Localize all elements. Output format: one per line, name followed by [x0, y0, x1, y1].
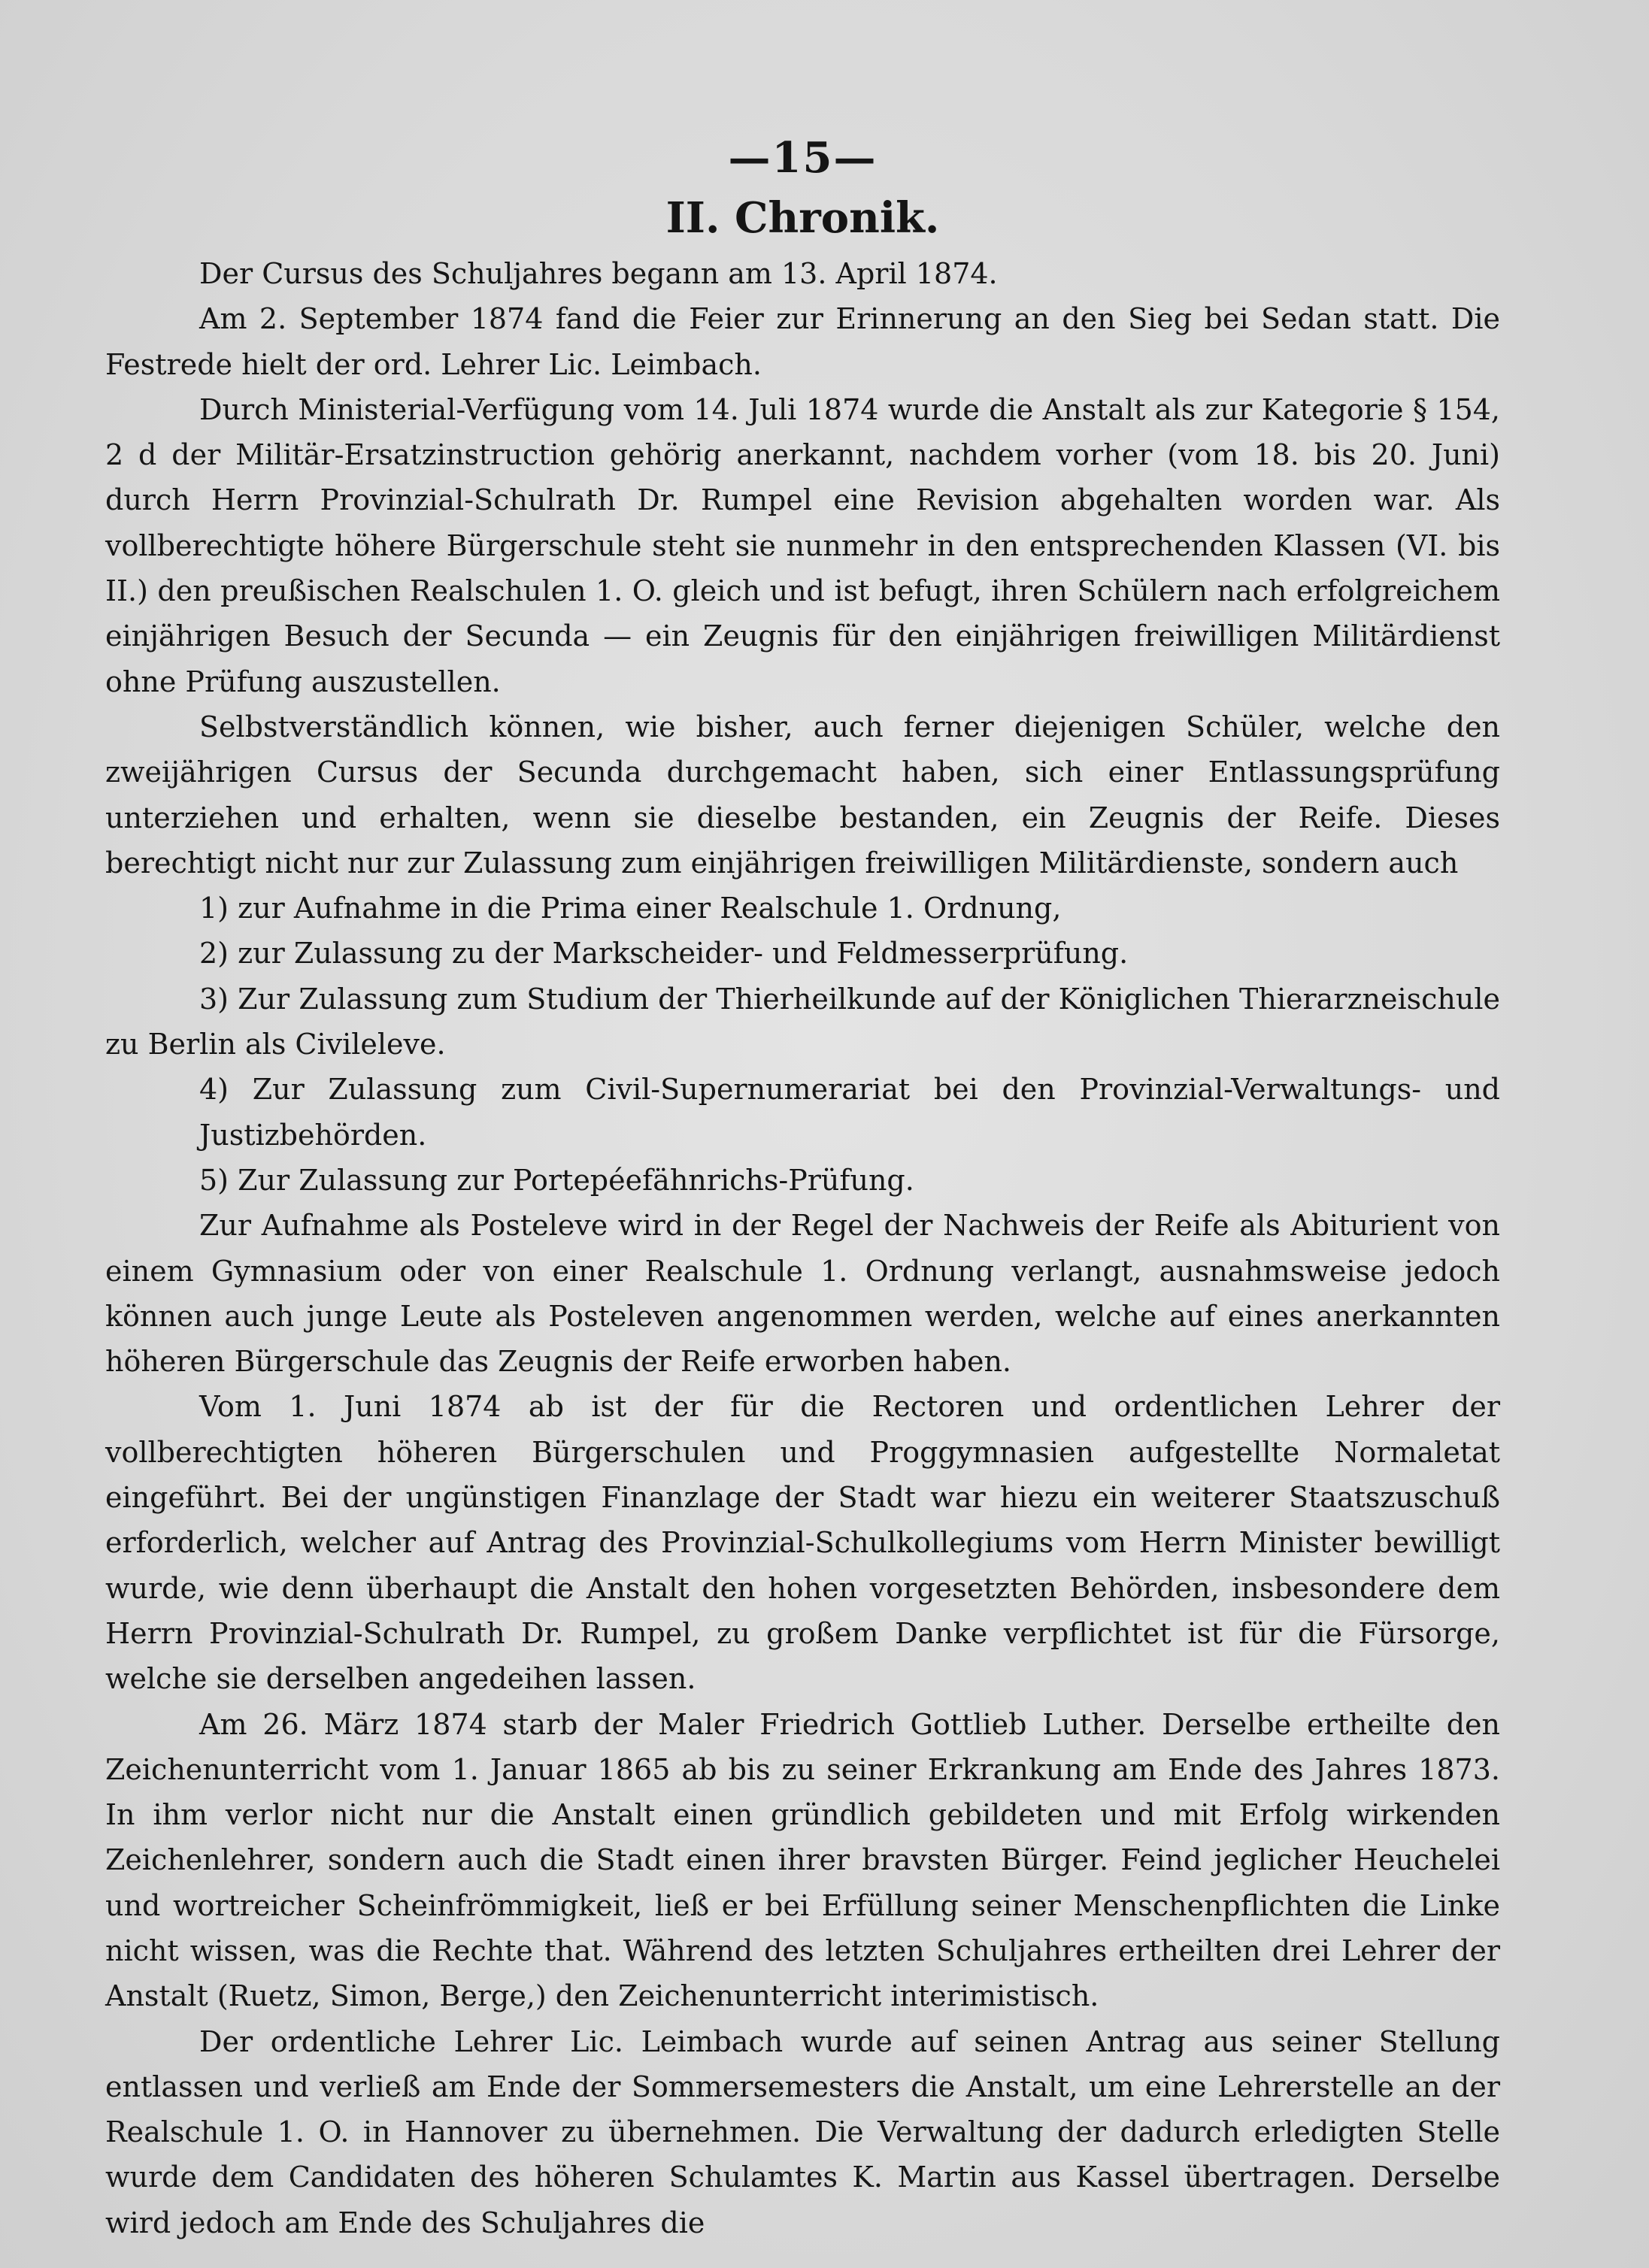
page-number: —15— [728, 133, 878, 183]
list-item: 4) Zur Zulassung zum Civil-Supernumerariat bei den Provinzial-Verwaltungs- und Justizbehörden. [199, 1073, 1500, 1152]
list-item: 3) Zur Zulassung zum Studium der Thierheilkunde auf der Königlichen Thierarzneischule zu Berlin als Civileleve. [105, 982, 1500, 1061]
paragraph-entitlements: Selbstverständlich können, wie bisher, auch ferner diejenigen Schüler, welche den zweijährigen Cursus der Secunda durchgemacht haben, sich einer Entlassungsprüfung unterziehen und erhalten, wenn sie dieselbe bestanden, ein Zeugnis der Reife. Dieses berechtigt nicht nur zur Zulassung zum einjährigen freiwilligen Militärdienste, sondern auch [105, 710, 1500, 880]
paragraph-ministerial-decree: Durch Ministerial-Verfügung vom 14. Juli 1874 wurde die Anstalt als zur Kategorie § 154, 2 d der Militär-Ersatzinstruction gehörig anerkannt, nachdem vorher (vom 18. bis 20. Juni) durch Herrn Provinzial-Schulrath Dr. Rumpel eine Revision abgehalten worden war. Als vollberechtigte höhere Bürgerschule steht sie nunmehr in den entsprechenden Klassen (VI. bis II.) den preußischen Realschulen 1. O. gleich und ist befugt, ihren Schülern nach erfolgreichem einjährigen Besuch der Secunda — ein Zeugnis für den einjährigen freiwilligen Militärdienst ohne Prüfung auszustellen. [105, 392, 1500, 698]
paragraph-posteleve: Zur Aufnahme als Posteleve wird in der Regel der Nachweis der Reife als Abiturient von einem Gymnasium oder von einer Realschule 1. Ordnung verlangt, ausnahmsweise jedoch können auch junge Leute als Posteleven angenommen werden, welche auf eines anerkannten höheren Bürgerschule das Zeugnis der Reife erworben haben. [105, 1209, 1500, 1379]
paragraph-normaletat: Vom 1. Juni 1874 ab ist der für die Rectoren und ordentlichen Lehrer der vollberechtigten höheren Bürgerschulen und Proggymnasien aufgestellte Normaletat eingeführt. Bei der ungünstigen Finanzlage der Stadt war hiezu ein weiterer Staatszuschuß erforderlich, welcher auf Antrag des Provinzial-Schulkollegiums vom Herrn Minister bewilligt wurde, wie denn überhaupt die Anstalt den hohen vorgesetzten Behörden, insbesondere dem Herrn Provinzial-Schulrath Dr. Rumpel, zu großem Danke verpflichtet ist für die Fürsorge, welche sie derselben angedeihen lassen. [105, 1390, 1500, 1696]
paragraph-sedan-celebration: Am 2. September 1874 fand die Feier zur Erinnerung an den Sieg bei Sedan statt. Die Festrede hielt der ord. Lehrer Lic. Leimbach. [105, 302, 1500, 381]
paragraph-course-start: Der Cursus des Schuljahres begann am 13. April 1874. [199, 257, 998, 290]
list-item: 5) Zur Zulassung zur Portepéefähnrichs-Prüfung. [199, 1163, 914, 1197]
section-title: II. Chronik. [665, 193, 940, 243]
list-item: 2) zur Zulassung zu der Markscheider- und Feldmesserprüfung. [199, 937, 1129, 970]
document-text [105, 128, 1500, 2245]
paragraph-obituary-luther: Am 26. März 1874 starb der Maler Friedrich Gottlieb Luther. Derselbe ertheilte den Zeichenunterricht vom 1. Januar 1865 ab bis zu seiner Erkrankung am Ende des Jahres 1873. In ihm verlor nicht nur die Anstalt einen gründlich gebildeten und mit Erfolg wirkenden Zeichenlehrer, sondern auch die Stadt einen ihrer bravsten Bürger. Feind jeglicher Heuchelei und wortreicher Scheinfrömmigkeit, ließ er bei Erfüllung seiner Menschenpflichten die Linke nicht wissen, was die Rechte that. Während des letzten Schuljahres ertheilten drei Lehrer der Anstalt (Ruetz, Simon, Berge,) den Zeichenunterricht interimistisch. [105, 1707, 1500, 2013]
list-item: 1) zur Aufnahme in die Prima einer Realschule 1. Ordnung, [199, 892, 1062, 925]
paragraph-leimbach-departure: Der ordentliche Lehrer Lic. Leimbach wurde auf seinen Antrag aus seiner Stellung entlassen und verließ am Ende der Sommersemesters die Anstalt, um eine Lehrerstelle an der Realschule 1. O. in Hannover zu übernehmen. Die Verwaltung der dadurch erledigten Stelle wurde dem Candidaten des höheren Schulamtes K. Martin aus Kassel übertragen. Derselbe wird jedoch am Ende des Schuljahres die [105, 2024, 1500, 2239]
